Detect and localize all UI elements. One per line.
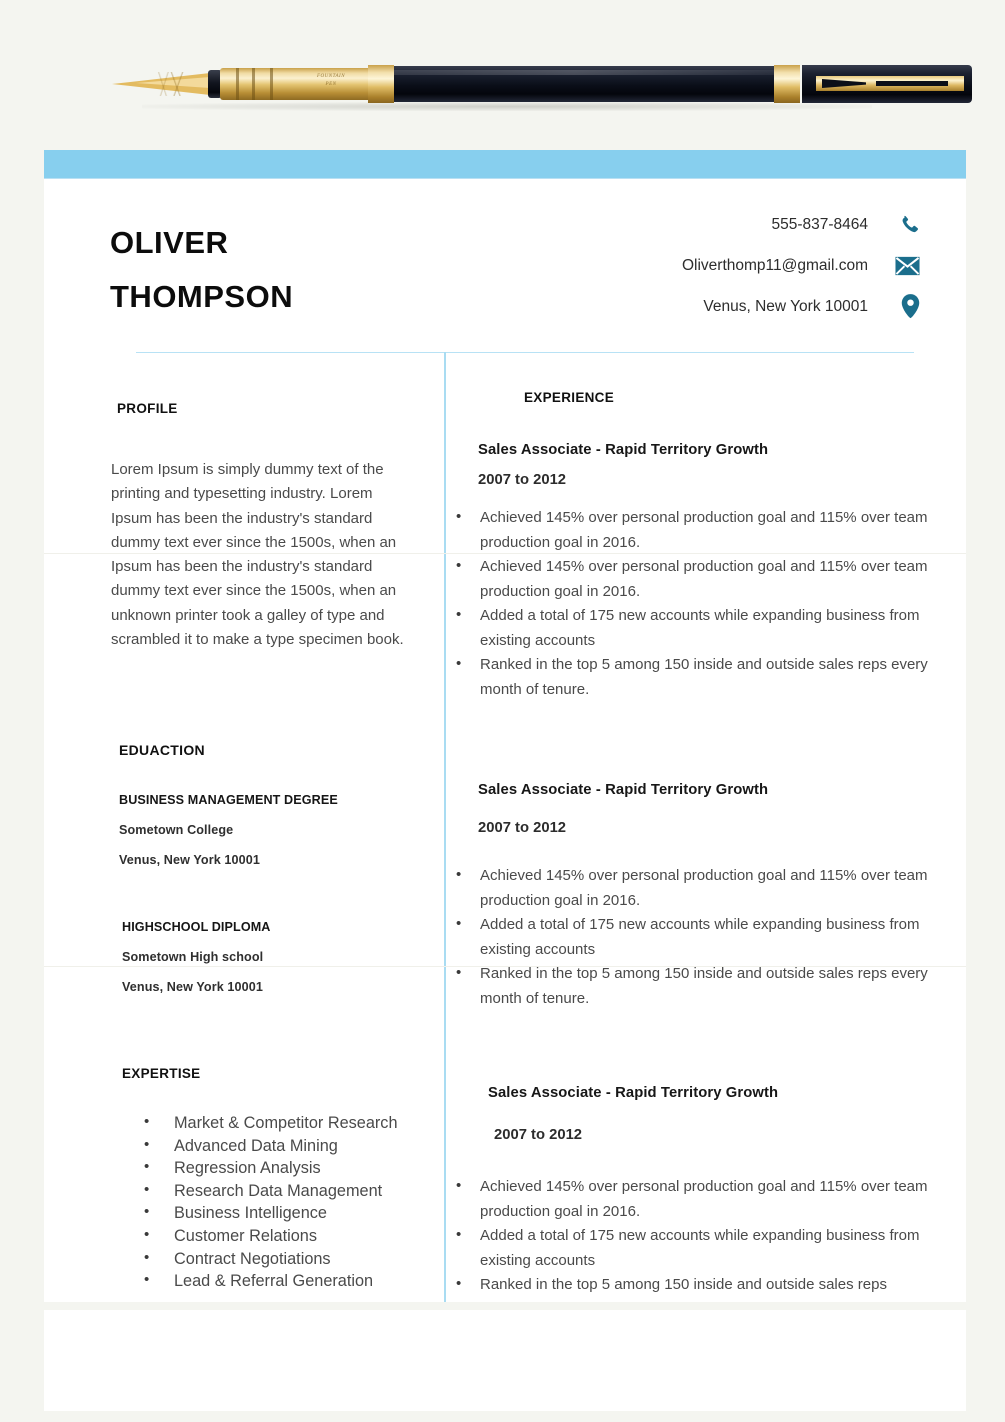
education-degree: BUSINESS MANAGEMENT DEGREE — [119, 793, 338, 807]
experience-entry — [478, 442, 948, 702]
education-location: Venus, New York 10001 — [119, 853, 260, 867]
education-entry — [119, 793, 419, 883]
list-item: • Research Data Management — [122, 1180, 442, 1203]
email-address: Oliverthomp11@gmail.com — [681, 256, 868, 274]
column-divider-line — [444, 352, 446, 1302]
education-degree: HIGHSCHOOL DIPLOMA — [122, 920, 271, 934]
name-first: OLIVER — [110, 225, 229, 260]
location-text: Venus, New York 10001 — [703, 297, 868, 315]
header-divider-line — [136, 352, 914, 353]
list-item: • Added a total of 175 new accounts while expanding business from existing accounts — [450, 604, 948, 653]
list-item: • Contract Negotiations — [122, 1248, 442, 1271]
list-item: • Ranked in the top 5 among 150 inside and outside sales reps — [450, 1273, 958, 1298]
expertise-list — [122, 1112, 442, 1293]
contact-details — [620, 204, 920, 327]
expertise-heading: EXPERTISE — [122, 1066, 201, 1081]
resume-page-two — [44, 1310, 966, 1411]
education-location: Venus, New York 10001 — [122, 980, 263, 994]
job-dates: 2007 to 2012 — [478, 472, 567, 488]
job-dates: 2007 to 2012 — [494, 1127, 583, 1143]
list-item: • Lead & Referral Generation — [122, 1270, 442, 1293]
list-item: • Business Intelligence — [122, 1202, 442, 1225]
list-item: • Added a total of 175 new accounts while expanding business from existing accounts — [450, 913, 948, 962]
education-school: Sometown High school — [122, 950, 264, 964]
education-heading: EDUACTION — [119, 742, 205, 758]
pen-grip-engraving: FOUNTAIN PEN — [316, 74, 346, 87]
job-bullet-list — [450, 1175, 958, 1298]
list-item: • Achieved 145% over personal production goal and 115% over team production goal in 2016. — [450, 506, 948, 555]
list-item: • Market & Competitor Research — [122, 1112, 442, 1135]
contact-row-phone — [620, 204, 920, 245]
envelope-icon — [886, 256, 920, 276]
experience-heading: EXPERIENCE — [524, 390, 615, 405]
candidate-name — [110, 216, 293, 324]
job-bullet-list — [450, 864, 948, 1011]
list-item: • Achieved 145% over personal production goal and 115% over team production goal in 2016. — [450, 864, 948, 913]
list-item: • Ranked in the top 5 among 150 inside and outside sales reps every month of tenure. — [450, 962, 948, 1011]
contact-row-location — [620, 286, 920, 327]
education-entry — [122, 920, 422, 1010]
contact-row-email — [620, 245, 920, 286]
job-dates: 2007 to 2012 — [478, 820, 567, 836]
list-item: • Advanced Data Mining — [122, 1135, 442, 1158]
job-title: Sales Associate - Rapid Territory Growth — [488, 1085, 779, 1101]
list-item: • Added a total of 175 new accounts while expanding business from existing accounts — [450, 1224, 958, 1273]
phone-icon — [886, 214, 920, 236]
experience-entry — [480, 1085, 958, 1298]
job-title: Sales Associate - Rapid Territory Growth — [478, 442, 769, 458]
list-item: • Achieved 145% over personal production goal and 115% over team production goal in 2016. — [450, 555, 948, 604]
profile-heading: PROFILE — [117, 401, 178, 416]
list-item: • Regression Analysis — [122, 1157, 442, 1180]
experience-entry — [478, 782, 948, 1011]
job-bullet-list — [450, 506, 948, 702]
phone-number: 555-837-8464 — [771, 215, 868, 233]
job-title: Sales Associate - Rapid Territory Growth — [478, 782, 769, 798]
profile-text: Lorem Ipsum is simply dummy text of the printing and typesetting industry. Lorem Ipsum has been the industry's standard dummy text ever since the 1500s, when an Ipsum has been the industry's standard dummy text ever since the 1500s, when an unknown printer took a galley of type and scrambled it to make a type specimen book. — [111, 461, 404, 649]
header-accent-bar — [44, 150, 966, 179]
resume-header — [44, 178, 966, 352]
list-item: • Ranked in the top 5 among 150 inside and outside sales reps every month of tenure. — [450, 653, 948, 702]
education-school: Sometown College — [119, 823, 234, 837]
location-pin-icon — [886, 294, 920, 319]
list-item: • Customer Relations — [122, 1225, 442, 1248]
name-last: THOMPSON — [110, 279, 294, 314]
list-item: • Achieved 145% over personal production goal and 115% over team production goal in 2016. — [450, 1175, 958, 1224]
